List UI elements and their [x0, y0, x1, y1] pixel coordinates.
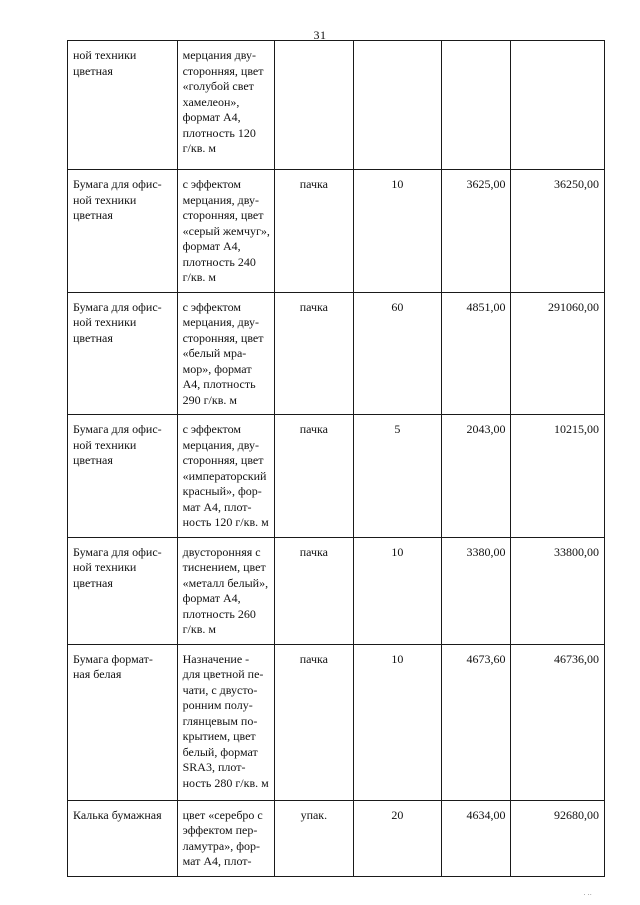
product-description-line: г/кв. м — [182, 270, 216, 284]
product-description-line: ность 120 г/кв. м — [182, 515, 269, 529]
product-description-cell — [177, 537, 275, 644]
total-sum-cell: 92680,00 — [511, 800, 605, 876]
product-name-line: Бумага формат- — [73, 651, 153, 666]
total-sum-cell: 291060,00 — [511, 292, 605, 415]
product-description-line: г/кв. м — [182, 622, 216, 636]
unit-cell: упак. — [275, 800, 353, 876]
table-row — [68, 170, 605, 293]
product-description-cell — [177, 415, 275, 538]
product-name-line: ной техники — [73, 315, 137, 329]
unit-cell: пачка — [275, 537, 353, 644]
unit-price-cell — [442, 41, 511, 170]
product-description-line: «императорский — [182, 468, 267, 483]
total-sum-cell: 10215,00 — [511, 415, 605, 538]
total-sum-cell: 33800,00 — [511, 537, 605, 644]
product-description-line: г/кв. м — [182, 141, 216, 155]
product-description-line: сторонняя, цвет — [182, 63, 264, 78]
product-name-line: Бумага для офис- — [73, 544, 162, 559]
quantity-cell — [353, 41, 441, 170]
product-name-line: цветная — [73, 63, 113, 78]
product-description-line: мат А4, плот- — [182, 854, 252, 868]
product-description-line: плотность 260 — [182, 606, 256, 621]
product-description-line: мерцания, дву- — [182, 437, 259, 452]
product-name-line: Бумага для офис- — [73, 299, 162, 314]
product-description-cell — [177, 41, 275, 170]
unit-price-cell: 4673,60 — [442, 644, 511, 800]
unit-price-cell: 3380,00 — [442, 537, 511, 644]
product-description-line: 290 г/кв. м — [182, 392, 237, 407]
product-description-line: формат А4, — [182, 591, 241, 605]
product-name-line: ная белая — [73, 667, 122, 681]
product-description-line: «металл белый», — [182, 575, 269, 590]
product-description-line: для цветной пе- — [182, 667, 264, 681]
product-description-cell — [177, 292, 275, 415]
quantity-cell: 10 — [353, 170, 441, 293]
product-description-line: эффектом пер- — [182, 823, 258, 837]
product-name-line: Бумага для офис- — [73, 177, 162, 191]
product-description-line: плотность 240 — [182, 254, 256, 269]
table-row — [68, 537, 605, 644]
quantity-cell: 5 — [353, 415, 441, 538]
product-description-line: мерцания дву- — [182, 48, 256, 62]
unit-price-cell: 2043,00 — [442, 415, 511, 538]
table-row — [68, 292, 605, 415]
product-name-line: ной техники — [73, 48, 137, 62]
product-description-line: тиснением, цвет — [182, 560, 266, 574]
product-description-line: сторонняя, цвет — [182, 330, 264, 345]
product-description-line: «голубой свет — [182, 79, 254, 93]
product-name-line: цветная — [73, 208, 113, 222]
product-description-line: ламутра», фор- — [182, 838, 261, 853]
product-description-line: мат А4, плот- — [182, 499, 252, 514]
product-description-line: ность 280 г/кв. м — [182, 775, 269, 790]
product-description-line: мор», формат — [182, 361, 252, 376]
product-name-line: ной техники — [73, 560, 137, 574]
table-row — [68, 800, 605, 876]
product-specification-table — [67, 40, 605, 877]
product-description-line: мерцания, дву- — [182, 315, 259, 329]
product-name-cell — [68, 415, 178, 538]
product-description-line: красный», фор- — [182, 484, 262, 498]
unit-price-cell: 4634,00 — [442, 800, 511, 876]
total-sum-cell — [511, 41, 605, 170]
quantity-cell: 10 — [353, 644, 441, 800]
product-description-line: двусторонняя с — [182, 544, 261, 559]
product-description-line: сторонняя, цвет — [182, 453, 264, 467]
product-name-cell — [68, 644, 178, 800]
unit-cell — [275, 41, 353, 170]
product-description-line: чати, с двусто- — [182, 682, 258, 697]
product-description-cell — [177, 644, 275, 800]
product-description-line: мерцания, дву- — [182, 192, 259, 207]
total-sum-cell: 36250,00 — [511, 170, 605, 293]
unit-price-cell: 4851,00 — [442, 292, 511, 415]
product-name-cell — [68, 41, 178, 170]
product-description-cell — [177, 800, 275, 876]
product-description-line: с эффектом — [182, 299, 241, 314]
product-name-line: Бумага для офис- — [73, 422, 162, 436]
product-description-line: цвет «серебро с — [182, 807, 263, 822]
product-description-line: крытием, цвет — [182, 729, 256, 743]
product-description-line: А4, плотность — [182, 377, 256, 391]
product-description-line: формат А4, — [182, 239, 241, 253]
product-description-line: белый, формат — [182, 744, 258, 759]
unit-cell: пачка — [275, 292, 353, 415]
product-name-cell — [68, 170, 178, 293]
product-description-line: с эффектом — [182, 177, 241, 191]
unit-cell: пачка — [275, 170, 353, 293]
product-name-line: цветная — [73, 330, 113, 345]
product-description-line: ронним полу- — [182, 698, 253, 712]
product-description-line: Назначение - — [182, 651, 250, 666]
quantity-cell: 60 — [353, 292, 441, 415]
unit-cell: пачка — [275, 644, 353, 800]
scan-corner-mark: · ·· — [583, 891, 592, 899]
table-row — [68, 41, 605, 170]
quantity-cell: 20 — [353, 800, 441, 876]
product-name-line: ной техники — [73, 192, 137, 207]
quantity-cell: 10 — [353, 537, 441, 644]
product-name-line: Калька бумажная — [73, 807, 162, 822]
product-description-line: SRA3, плот- — [182, 760, 246, 774]
product-name-line: цветная — [73, 453, 113, 467]
product-description-line: хамелеон», — [182, 94, 240, 109]
product-description-line: с эффектом — [182, 422, 241, 436]
table-row — [68, 415, 605, 538]
product-name-line: ной техники — [73, 437, 137, 452]
unit-cell: пачка — [275, 415, 353, 538]
product-description-line: глянцевым по- — [182, 713, 258, 728]
product-description-line: формат А4, — [182, 110, 241, 124]
page-number: 31 — [313, 28, 327, 42]
total-sum-cell: 46736,00 — [511, 644, 605, 800]
unit-price-cell: 3625,00 — [442, 170, 511, 293]
product-description-line: сторонняя, цвет — [182, 208, 264, 222]
product-name-cell — [68, 292, 178, 415]
product-name-line: цветная — [73, 575, 113, 590]
product-name-cell — [68, 537, 178, 644]
product-description-line: «серый жемчуг», — [182, 223, 270, 238]
product-description-cell — [177, 170, 275, 293]
product-description-line: «белый мра- — [182, 346, 247, 360]
table-row — [68, 644, 605, 800]
product-name-cell — [68, 800, 178, 876]
product-description-line: плотность 120 — [182, 125, 256, 140]
